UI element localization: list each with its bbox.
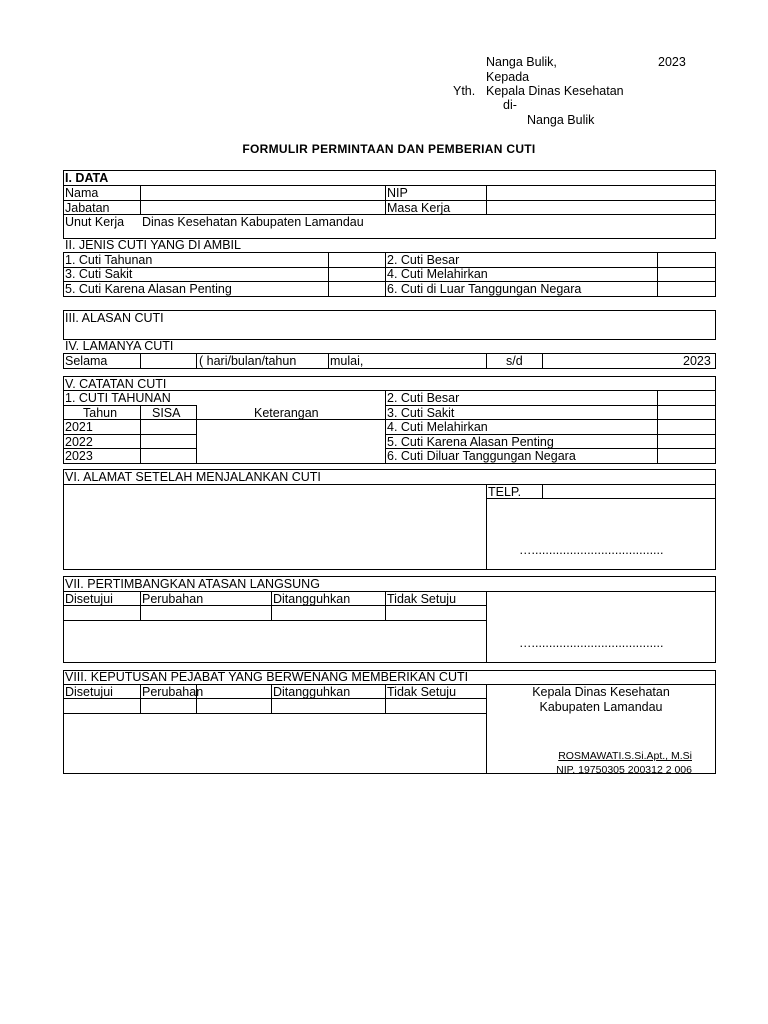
- section-alamat-heading: VI. ALAMAT SETELAH MENJALANKAN CUTI: [65, 470, 321, 484]
- jenis-cuti-item: 1. Cuti Tahunan: [65, 253, 153, 267]
- signature-dots: …......................................: [519, 636, 664, 650]
- recipient-text: Kepala Dinas Kesehatan: [486, 84, 624, 98]
- header-year: 2023: [658, 55, 686, 69]
- keputusan-col: Perubahan: [142, 685, 204, 699]
- nama-label: Nama: [65, 186, 99, 200]
- kepada-text: Kepada: [486, 70, 530, 84]
- catatan-item: 5. Cuti Karena Alasan Penting: [387, 435, 554, 449]
- year-row: 2022: [65, 435, 93, 449]
- pertimbangan-col: Perubahan: [142, 592, 204, 606]
- catatan-item: 3. Cuti Sakit: [387, 406, 455, 420]
- sd-label: s/d: [506, 354, 523, 368]
- form-title: FORMULIR PERMINTAAN DAN PEMBERIAN CUTI: [242, 142, 536, 156]
- catatan-item: 6. Cuti Diluar Tanggungan Negara: [387, 449, 576, 463]
- official-nip: NIP. 19750305 200312 2 006: [556, 764, 692, 776]
- yth-text: Yth.: [453, 84, 476, 98]
- jenis-cuti-item: 3. Cuti Sakit: [65, 267, 133, 281]
- pertimbangan-col: Tidak Setuju: [387, 592, 457, 606]
- signature-dots: …......................................: [519, 543, 664, 557]
- jenis-cuti-item: 2. Cuti Besar: [387, 253, 460, 267]
- pertimbangan-col: Ditangguhkan: [273, 592, 351, 606]
- catatan-item: 4. Cuti Melahirkan: [387, 420, 488, 434]
- place-text: Nanga Bulik,: [486, 55, 557, 69]
- lamanya-cuti-row: [63, 353, 716, 369]
- unit-kerja-label: Unut Kerja: [65, 215, 125, 229]
- year-row: 2021: [65, 420, 93, 434]
- masa-kerja-label: Masa Kerja: [387, 201, 451, 215]
- pertimbangan-col: Disetujui: [65, 592, 113, 606]
- section-alasan-cuti-heading: III. ALASAN CUTI: [65, 311, 164, 325]
- catatan-item: 2. Cuti Besar: [387, 391, 460, 405]
- official-title: Kepala Dinas Kesehatan: [532, 685, 670, 699]
- col-keterangan: Keterangan: [254, 406, 319, 420]
- selama-label: Selama: [65, 354, 108, 368]
- jenis-cuti-item: 6. Cuti di Luar Tanggungan Negara: [387, 282, 582, 296]
- section-keputusan-heading: VIII. KEPUTUSAN PEJABAT YANG BERWENANG MEMBERIKAN CUTI: [65, 670, 469, 684]
- section-pertimbangan-heading: VII. PERTIMBANGKAN ATASAN LANGSUNG: [65, 577, 320, 591]
- keputusan-col: Ditangguhkan: [273, 685, 351, 699]
- section-lamanya-cuti-heading: IV. LAMANYA CUTI: [65, 339, 174, 353]
- mulai-label: mulai,: [330, 354, 364, 368]
- city-text: Nanga Bulik: [527, 113, 595, 127]
- telp-label: TELP.: [488, 485, 522, 499]
- cuti-tahunan-subheading: 1. CUTI TAHUNAN: [65, 391, 171, 405]
- keputusan-col: Disetujui: [65, 685, 113, 699]
- section-jenis-cuti-heading: II. JENIS CUTI YANG DI AMBIL: [65, 238, 241, 252]
- official-region: Kabupaten Lamandau: [539, 700, 663, 714]
- nip-label: NIP: [387, 186, 408, 200]
- di-text: di-: [503, 98, 517, 112]
- col-sisa: SISA: [152, 406, 181, 420]
- col-tahun: Tahun: [83, 406, 118, 420]
- section-data-heading: I. DATA: [65, 171, 109, 185]
- lamanya-year: 2023: [683, 354, 711, 368]
- official-name: ROSMAWATI.S.Si.Apt., M.Si: [558, 750, 692, 762]
- jenis-cuti-item: 4. Cuti Melahirkan: [387, 267, 488, 281]
- year-row: 2023: [65, 449, 93, 463]
- jabatan-label: Jabatan: [65, 201, 110, 215]
- jenis-cuti-item: 5. Cuti Karena Alasan Penting: [65, 282, 232, 296]
- unit-label: ( hari/bulan/tahun: [199, 354, 297, 368]
- section-catatan-cuti-heading: V. CATATAN CUTI: [65, 377, 167, 391]
- unit-kerja-value: Dinas Kesehatan Kabupaten Lamandau: [142, 215, 364, 229]
- keputusan-col: Tidak Setuju: [387, 685, 457, 699]
